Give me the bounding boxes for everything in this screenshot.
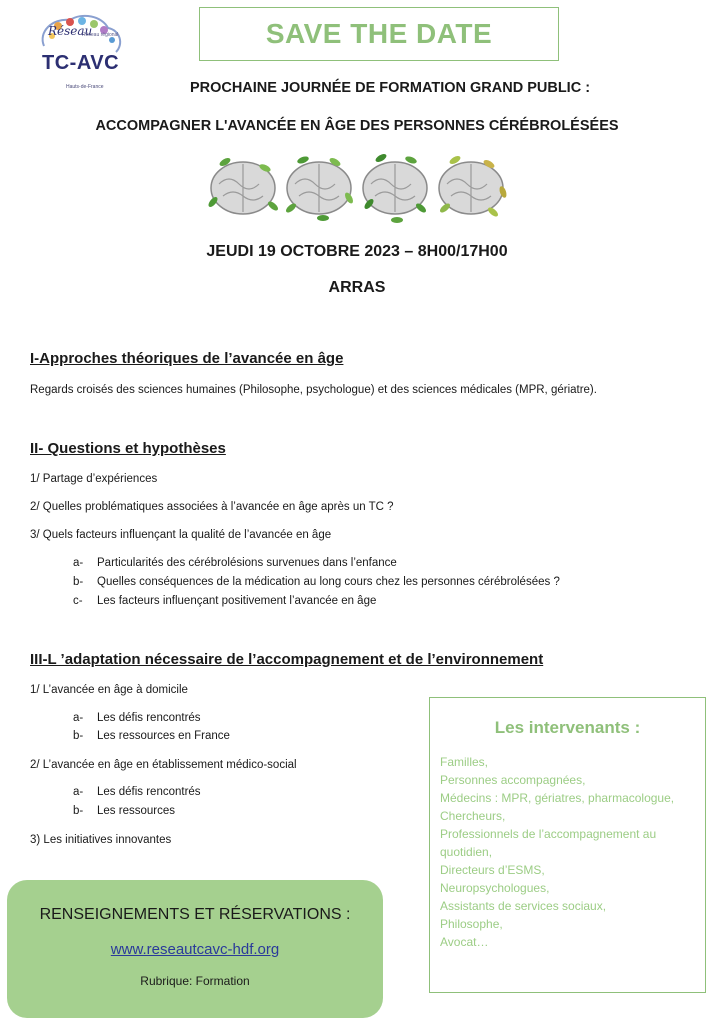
section-1-text: Regards croisés des sciences humaines (Philosophe, psychologue) et des sciences médicales (MPR, gériatre). — [30, 384, 597, 396]
section-3-heading: III-L ’adaptation nécessaire de l’accompagnement et de l’environnement — [30, 651, 544, 668]
list-letter: a- — [73, 712, 84, 724]
list-text: Les facteurs influençant positivement l’avancée en âge — [97, 595, 377, 607]
list-letter: c- — [73, 595, 83, 607]
title-line-1: PROCHAINE JOURNÉE DE FORMATION GRAND PUBLIC : — [189, 80, 591, 96]
brain-3-icon — [363, 152, 428, 223]
list-text: Les ressources — [97, 805, 175, 817]
title-line-2: ACCOMPAGNER L'AVANCÉE EN ÂGE DES PERSONNES CÉRÉBROLÉSÉES — [95, 118, 619, 134]
section-2-q1: 1/ Partage d’expériences — [30, 473, 158, 485]
section-3-p1: 1/ L’avancée en âge à domicile — [30, 684, 188, 696]
website-link[interactable]: www.reseautcavc-hdf.org — [110, 941, 280, 958]
list-text: Les défis rencontrés — [97, 786, 201, 798]
logo — [30, 12, 130, 94]
intervenant-item: Personnes accompagnées, — [440, 773, 586, 787]
intervenant-item: Assistants de services sociaux, — [440, 899, 607, 913]
intervenant-item: Directeurs d’ESMS, — [440, 863, 545, 877]
section-2-heading: II- Questions et hypothèses — [30, 440, 226, 457]
brains-with-leaves-illustration — [205, 148, 515, 226]
event-city: ARRAS — [328, 279, 386, 296]
intervenant-item: Professionnels de l’accompagnement au — [440, 827, 657, 841]
section-1-heading: I-Approches théoriques de l’avancée en âge — [30, 350, 344, 367]
save-the-date-box: SAVE THE DATE — [199, 7, 559, 61]
list-text: Quelles conséquences de la médication au long cours chez les personnes cérébrolésées ? — [97, 576, 560, 588]
brain-2-icon — [284, 155, 354, 221]
intervenant-item: Neuropsychologues, — [440, 881, 550, 895]
logo-tcavc-text: TC-AVC — [42, 52, 120, 74]
intervenant-item: Médecins : MPR, gériatres, pharmacologue, — [440, 791, 675, 805]
list-text: Les défis rencontrés — [97, 712, 201, 724]
logo-reseau-text: Réseau — [48, 24, 93, 38]
list-letter: b- — [73, 576, 84, 588]
logo-tagline: Réseau régional — [82, 32, 119, 38]
logo-region: Hauts-de-France — [66, 84, 104, 90]
reservations-title: RENSEIGNEMENTS ET RÉSERVATIONS : — [39, 906, 351, 923]
section-2-q3: 3/ Quels facteurs influençant la qualité de l’avancée en âge — [30, 529, 332, 541]
intervenant-item: quotidien, — [440, 845, 493, 859]
brain-1-icon — [207, 156, 280, 214]
intervenant-item: Philosophe, — [440, 917, 503, 931]
intervenant-item: Avocat… — [440, 935, 489, 949]
section-3-p2: 2/ L’avancée en âge en établissement médico-social — [30, 759, 297, 771]
intervenant-item: Familles, — [440, 755, 489, 769]
event-date: JEUDI 19 OCTOBRE 2023 – 8H00/17H00 — [206, 243, 508, 260]
intervenants-title: Les intervenants : — [494, 718, 641, 737]
list-letter: b- — [73, 805, 84, 817]
intervenant-item: Chercheurs, — [440, 809, 506, 823]
reservations-box — [7, 880, 383, 1018]
intervenants-box — [429, 697, 706, 993]
list-letter: b- — [73, 730, 84, 742]
rubrique-text: Rubrique: Formation — [140, 974, 250, 988]
list-text: Les ressources en France — [97, 730, 230, 742]
section-2-q2: 2/ Quelles problématiques associées à l’avancée en âge après un TC ? — [30, 501, 394, 513]
section-3-p3: 3) Les initiatives innovantes — [30, 834, 172, 846]
list-letter: a- — [73, 557, 84, 569]
list-letter: a- — [73, 786, 84, 798]
list-text: Particularités des cérébrolésions survenues dans l’enfance — [97, 557, 397, 569]
brain-4-icon — [438, 154, 507, 218]
